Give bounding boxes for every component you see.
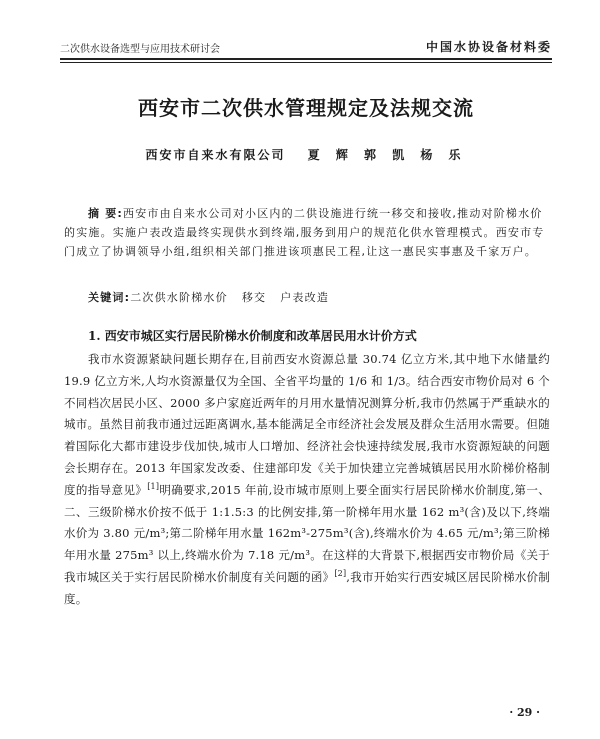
keyword-item: 户表改造: [280, 291, 330, 304]
abstract-label: 摘 要:: [88, 207, 124, 220]
keywords-label: 关键词:: [88, 291, 131, 304]
header-rule-thick: [60, 58, 552, 60]
citation-ref-2: [2]: [334, 569, 347, 579]
header-journal: 中国水协设备材料委: [425, 40, 552, 54]
keyword-item: 移交: [241, 291, 267, 304]
keyword-item: 二次供水阶梯水价: [130, 291, 228, 304]
body-text-a: 我市水资源紧缺问题长期存在,目前西安水资源总量 30.74 亿立方米,其中地下水储量约 19.9 亿立方米,人均水资源量仅为全国、全省平均量的 1/6 和 1/3。结合西安市物价局对 6 个不同档次居民小区、2000 多户家庭近两年的月用水量情况测算分析,我市仍然属于严重缺水的城市。虽然目前我市通过远距离调水,基本能满足全市经济社会发展及群众生活用水需要。但随着国际化大都市建设步伐加快,城市人口增加、经济社会快速持续发展,我市水资源短缺的问题会长期存在。2013 年国家发改委、住建部印发《关于加快建立完善城镇居民用水阶梯价格制度的指导意见》: [64, 352, 550, 497]
citation-ref-1: [1]: [147, 481, 160, 491]
abstract-text: 西安市由自来水公司对小区内的二供设施进行统一移交和接收,推动对阶梯水价的实施。实施户表改造最终实现供水到终端,服务到用户的规范化供水管理模式。西安市专门成立了协调领导小组,组织相关部门推进该项惠民工程,让这一惠民实事惠及千家万户。: [64, 207, 545, 258]
section-body: [64, 349, 550, 611]
section-heading: 1. 西安市城区实行居民阶梯水价制度和改革居民用水计价方式: [88, 329, 417, 343]
header-rule-thin: [60, 62, 552, 63]
keywords: [88, 289, 548, 305]
body-text-b: 明确要求,2015 年前,设市城市原则上要全面实行居民阶梯水价制度,第一、二、三级阶梯水价按不低于 1:1.5:3 的比例安排,第一阶梯年用水量 162 m³(含)及以下,终端水价为 3.80 元/m³;第二阶梯年用水量 162m³-275m³(含),终端水价为 4.65 元/m³;第三阶梯年用水量 275m³ 以上,终端水价为 7.18 元/m³。在这样的大背景下,根据西安市物价局《关于我市城区关于实行居民阶梯水价制度有关问题的函》: [64, 482, 550, 584]
author-line: [60, 146, 552, 163]
author-names: 夏 辉 郭 凯 杨 乐: [307, 148, 467, 162]
running-header: [60, 36, 552, 56]
header-conference: 二次供水设备选型与应用技术研讨会: [60, 44, 220, 55]
paper-title: 西安市二次供水管理规定及法规交流: [138, 96, 474, 120]
abstract: [64, 204, 548, 261]
page-number: · 29 ·: [509, 706, 540, 719]
author-organization: 西安市自来水有限公司: [145, 148, 286, 162]
body-text-c: ,我市开始实行西安城区居民阶梯水价制度。: [64, 569, 550, 606]
